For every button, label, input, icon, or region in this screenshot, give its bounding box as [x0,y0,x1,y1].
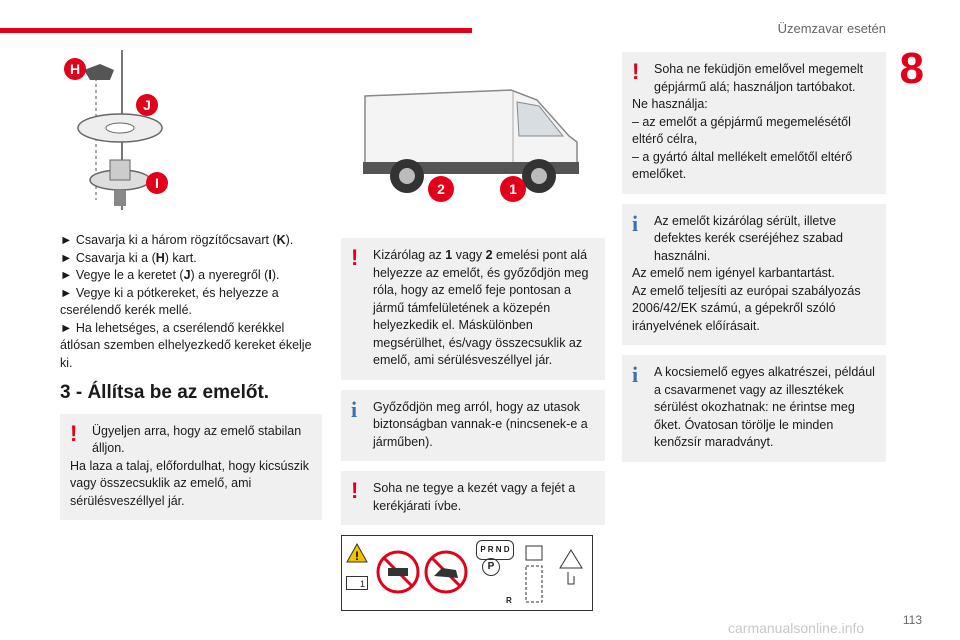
label-i: I [146,172,168,194]
warning-icon: ! [351,245,359,270]
warning-icon: ! [632,59,640,84]
warning-line: – a gyártó által mellékelt emelőtől eltérő emelőket. [632,149,853,181]
page-number: 113 [902,613,922,627]
info-icon: i [632,210,639,236]
warning-text: Soha ne tegye a kezét vagy a fejét a kerékjárati ívbe. [373,481,576,513]
warning-icon: ! [351,478,359,503]
header-accent-bar [0,28,472,33]
warning-line: Ne használja: [632,97,708,111]
safety-pictogram-strip [341,535,593,611]
info-icon: i [632,362,639,387]
info-text: Győződjön meg arról, hogy az utasok biztonságban vannak-e (nincsenek-e a járműben). [373,399,588,449]
no-lying-under-icon [376,550,420,600]
lift-point-1-label: 1 [500,176,526,202]
warning-triangle-icon [346,542,368,564]
info-line: Az emelő teljesíti az európai szabályozás 2006/42/EK számú, a gépekről szóló irányelvének előírásait. [632,283,861,333]
step-item: ► Vegye ki a pótkereket, és helyezze a cserélendő kerék mellé. [60,285,279,317]
step-list [60,232,322,372]
lift-point-2-label: 2 [428,176,454,202]
info-icon: i [351,396,358,422]
warning-box-never-lie-under [622,52,886,194]
warning-line: – az emelőt a gépjármű megemelésétől eltérő célra, [632,114,851,146]
van-drawing [341,50,605,202]
watermark: carmanualsonline.info [728,620,865,636]
section-title: Üzemzavar esetén [777,21,886,36]
info-box-jack-parts [622,355,886,462]
step-item: ► Csavarja ki a három rögzítőcsavart (K). [60,233,294,247]
step-item: ► Csavarja ki a (H) kart. [60,250,197,265]
no-car-on-jack-icon [424,550,468,600]
warning-box-hands [341,471,605,525]
warning-box-stability [60,414,322,521]
info-line: Az emelő nem igényel karbantartást. [632,266,835,280]
step-item: ► Ha lehetséges, a cserélendő kerékkel átlósan szemben elhelyezkedő kereket ékelje ki. [60,320,312,370]
info-lead: Az emelőt kizárólag sérült, illetve defektes kerék cseréjéhez szabad használni. [654,213,843,263]
info-box-usage [622,204,886,346]
svg-text:!: ! [355,549,359,563]
column-left [60,50,322,530]
warning-box-lift-points [341,238,605,380]
gear-selector-icon: P R N D [476,540,514,560]
parking-brake-icon: P [482,558,500,576]
warning-lead: Ügyeljen arra, hogy az emelő stabilan álljon. [92,423,302,455]
warning-icon: ! [70,420,78,446]
wheel-chock-icon [520,542,550,612]
column-right [622,50,886,472]
spare-wheel-mount-drawing [60,50,322,220]
spare-wheel-illustration [60,50,322,220]
chapter-number: 8 [899,44,924,93]
hazard-light-icon [556,546,586,592]
manual-book-icon: 1 [346,576,368,590]
warning-text: Kizárólag az 1 vagy 2 emelési pont alá helyezze az emelőt, és győződjön meg róla, hogy az emelő feje pontosan a jármű támfelületének a közepén helyezkedik el. Máskülönben megsérülhet, és/vagy összecsuklik az emelő, ami sérülésveszéllyel jár. [373,248,589,367]
van-illustration [341,50,605,202]
reverse-icon: R [506,596,512,605]
warning-text: Ha laza a talaj, előfordulhat, hogy kicsúszik vagy összecsuklik az emelő, ami sérülésveszéllyel jár. [70,458,310,508]
info-box-passengers [341,390,605,462]
section-heading: 3 - Állítsa be az emelőt. [60,382,270,403]
step-item: ► Vegye le a keretet (J) a nyeregről (I). [60,268,280,282]
info-text: A kocsiemelő egyes alkatrészei, például a csavarmenet vagy az illesztékek sérülést okozhatnak: ne érintse meg őket. Óvatosan törölje le minden kenőzsír maradványt. [654,365,875,449]
column-middle [341,50,605,611]
label-j: J [136,94,158,116]
warning-lead: Soha ne feküdjön emelővel megemelt gépjármű alá; használjon tartóbakot. [654,62,864,94]
label-h: H [64,58,86,80]
